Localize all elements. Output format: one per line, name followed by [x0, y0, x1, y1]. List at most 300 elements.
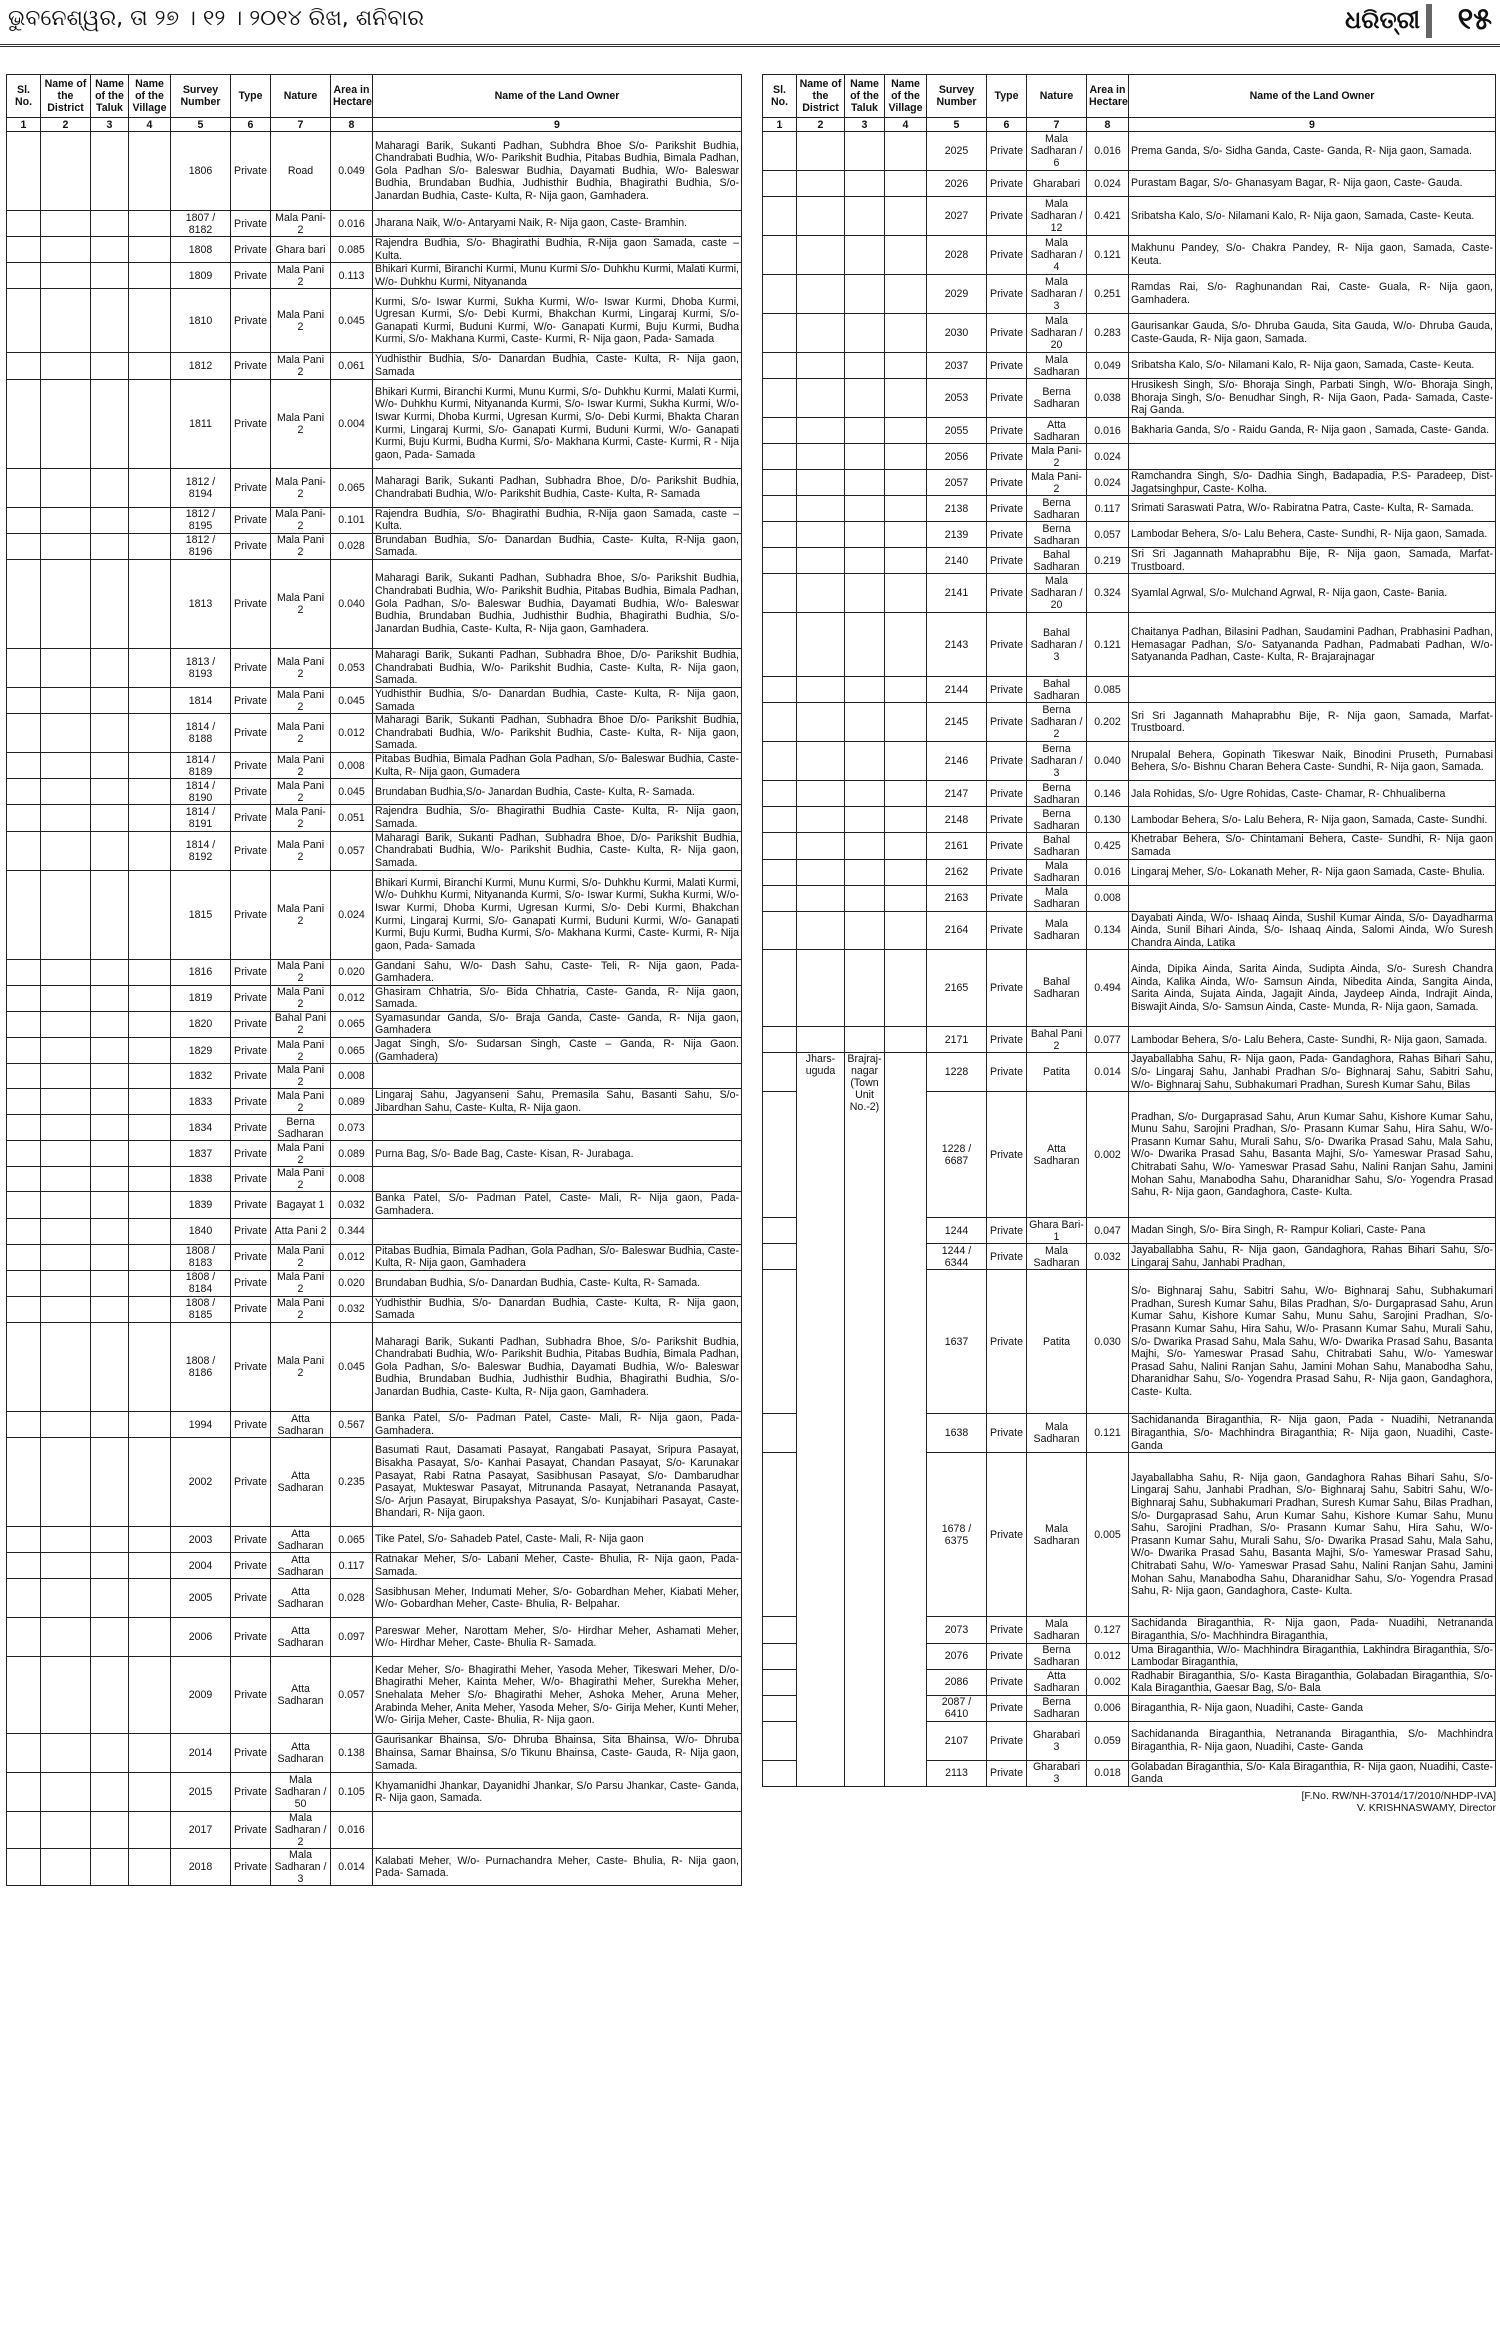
taluk-cell	[91, 831, 129, 870]
owner-name-cell: Sri Sri Jagannath Mahaprabhu Bije, R- Nija gaon, Samada, Marfat- Trustboard.	[1129, 548, 1496, 574]
owner-name-cell: Pareswar Meher, Narottam Meher, S/o- Hirdhar Meher, Ashamati Meher, W/o- Hirdhar Meher, Caste- Bhulia R- Samada.	[373, 1618, 742, 1657]
village-cell	[885, 885, 927, 911]
owner-name-cell	[373, 1115, 742, 1141]
col-header: Name of the Taluk	[91, 75, 129, 118]
village-cell	[129, 1323, 171, 1412]
owner-name-cell: Pradhan, S/o- Durgaprasad Sahu, Arun Kumar Sahu, Kishore Kumar Sahu, Munu Sahu, Sarojini Pradhan, S/o- Prasann Kumar Sahu, Hira Sahu, W/o- Prasann Kumar Sahu, Murali Sahu, S/o- Dwarika Prasad Sahu, Mala Sahu, W/o- Dwarika Prasad Sahu, Basanta Majhi, S/o- Yameswar Prasad Sahu, Chitrabati Sahu, W/o- Yameswar Prasad Sahu, Nalini Ranjan Sahu, Jamini Mohan Sahu, Manabodha Sahu, Dharanidhar Sahu, S/o- Yogendra Prasad Sahu, R- Nija gaon, Gandaghora, Caste- Kulta.	[1129, 1092, 1496, 1218]
sl-no-cell	[7, 687, 41, 713]
survey-number-cell: 1814 / 8189	[171, 753, 231, 779]
table-row	[763, 742, 1496, 781]
taluk-cell	[91, 1141, 129, 1167]
col-header: Type	[987, 75, 1027, 118]
type-cell: Private	[987, 1617, 1027, 1643]
survey-number-cell: 2141	[927, 574, 987, 613]
village-cell	[129, 779, 171, 805]
nature-cell: Mala Sadharan / 20	[1027, 574, 1087, 613]
survey-number-cell: 2139	[927, 522, 987, 548]
owner-name-cell: Gandani Sahu, W/o- Dash Sahu, Caste- Teli, R- Nija gaon, Pada- Gamhadera.	[373, 959, 742, 985]
type-cell: Private	[987, 1760, 1027, 1786]
owner-name-cell: Maharagi Barik, Sukanti Padhan, Subhadra Bhoe, D/o- Parikshit Budhia, Chandrabati Budhia, W/o- Parikshit Budhia, Caste- Kulta, R- Nija gaon, Samada.	[373, 831, 742, 870]
table-row	[763, 379, 1496, 418]
district-cell	[797, 379, 845, 418]
nature-cell: Atta Sadharan	[1027, 1669, 1087, 1695]
sl-no-cell	[763, 1617, 797, 1643]
owner-name-cell: Basumati Raut, Dasamati Pasayat, Rangabati Pasayat, Sripura Pasayat, Bisakha Pasayat, S/o- Kanhai Pasayat, Chandan Pasayat, S/o- Karunakar Pasayat, Rabi Ratna Pasayat, Sasibhusan Pasayat, S/o- Dambarudhar Pasayat, Mukteswar Pasayat, Mitrunanda Pasayat, Netrananda Pasayat, S/o- Arjun Pasayat, Birupakshya Pasayat, S/o- Kunjabihari Pasayat, Caste- Bhandari, R- Nija gaon.	[373, 1438, 742, 1527]
type-cell: Private	[987, 444, 1027, 470]
village-cell	[129, 805, 171, 831]
owner-name-cell: Lingaraj Meher, S/o- Lokanath Meher, R- Nija gaon Samada, Caste- Bhulia.	[1129, 859, 1496, 885]
taluk-cell	[91, 1412, 129, 1438]
type-cell: Private	[231, 559, 271, 648]
area-cell: 0.012	[1087, 1643, 1129, 1669]
village-cell	[129, 211, 171, 237]
owner-name-cell: Ramchandra Singh, S/o- Dadhia Singh, Badapadia, P.S- Paradeep, Dist- Jagatsinghpur, Caste- Kolha.	[1129, 470, 1496, 496]
owner-name-cell: Maharagi Barik, Sukanti Padhan, Subhadra Bhoe, D/o- Parikshit Budhia, Chandrabati Budhia, W/o- Parikshit Budhia, Caste- Kulta, R- Nija gaon, Samada.	[373, 648, 742, 687]
area-cell: 0.059	[1087, 1721, 1129, 1760]
area-cell: 0.006	[1087, 1695, 1129, 1721]
taluk-cell	[91, 1296, 129, 1322]
owner-name-cell: Pitabas Budhia, Bimala Padhan, Gola Padhan, S/o- Baleswar Budhia, Caste- Kulta, R- Nija gaon, Gamhadera	[373, 1244, 742, 1270]
survey-number-cell: 2030	[927, 314, 987, 353]
sl-no-cell	[763, 781, 797, 807]
village-cell	[129, 353, 171, 379]
left-table-column	[6, 74, 742, 1886]
district-cell	[41, 870, 91, 959]
owner-name-cell: Brundaban Budhia,S/o- Janardan Budhia, Caste- Kulta, R- Samada.	[373, 779, 742, 805]
type-cell: Private	[987, 1218, 1027, 1244]
col-number: 7	[1027, 118, 1087, 132]
area-cell: 0.121	[1087, 1414, 1129, 1453]
sl-no-cell	[7, 1192, 41, 1218]
nature-cell: Mala Sadharan / 3	[271, 1849, 331, 1886]
area-cell: 0.425	[1087, 833, 1129, 859]
village-cell	[129, 468, 171, 507]
survey-number-cell: 2003	[171, 1527, 231, 1553]
taluk-cell	[91, 648, 129, 687]
district-cell	[797, 548, 845, 574]
owner-name-cell: Jayaballabha Sahu, R- Nija gaon, Pada- Gandaghora, Rahas Bihari Sahu, S/o- Lingaraj Sahu, Janhabi Pradhan S/o- Bighnaraj Sahu, Sabitri Sahu, W/o- Bighnaraj Sahu, Subhakumari Pradhan, Suresh Kumar Sahu, Bilas	[1129, 1053, 1496, 1092]
owner-name-cell: Nrupalal Behera, Gopinath Tikeswar Naik, Binodini Pruseth, Purnabasi Behera, S/o- Bishnu Charan Behera Caste- Sundhi, R- Nija gaon, Samada.	[1129, 742, 1496, 781]
village-cell	[129, 1115, 171, 1141]
nature-cell: Mala Sadharan	[1027, 353, 1087, 379]
nature-cell: Bahal Pani 2	[1027, 1027, 1087, 1053]
area-cell: 0.016	[331, 1812, 373, 1849]
area-cell: 0.421	[1087, 197, 1129, 236]
survey-number-cell: 2146	[927, 742, 987, 781]
taluk-cell	[845, 379, 885, 418]
district-cell	[41, 1296, 91, 1322]
owner-name-cell: Maharagi Barik, Sukanti Padhan, Subhadra Bhoe, D/o- Parikshit Budhia, Chandrabati Budhia, W/o- Parikshit Budhia, Caste- Kulta, R- Samada	[373, 468, 742, 507]
owner-name-cell: Madan Singh, S/o- Bira Singh, R- Rampur Koliari, Caste- Pana	[1129, 1218, 1496, 1244]
sl-no-cell	[7, 1812, 41, 1849]
table-row	[763, 470, 1496, 496]
survey-number-cell: 2009	[171, 1657, 231, 1734]
nature-cell: Berna Sadharan	[1027, 522, 1087, 548]
area-cell: 0.057	[331, 1657, 373, 1734]
district-cell	[41, 1011, 91, 1037]
nature-cell: Mala Pani 2	[271, 753, 331, 779]
table-row	[7, 1412, 742, 1438]
owner-name-cell: Makhunu Pandey, S/o- Chakra Pandey, R- Nija gaon, Samada, Caste- Keuta.	[1129, 236, 1496, 275]
district-cell	[797, 781, 845, 807]
sl-no-cell	[763, 911, 797, 950]
sl-no-cell	[7, 379, 41, 468]
sl-no-cell	[7, 1089, 41, 1115]
sl-no-cell	[763, 885, 797, 911]
col-header: Name of the District	[797, 75, 845, 118]
owner-name-cell: Maharagi Barik, Sukanti Padhan, Subhdra Bhoe S/o- Parikshit Budhia, Chandrabati Budhia, W/o- Parikshit Budhia, Pitabas Budhia, Bimala Padhan, Gola Padhan S/o- Baleswar Budhia, Dayamati Budhia, W/o- Baleswar Budhia, Brundaban Budhia, Judhisthir Budhia, Bhagirathi Budhia, S/o- Janardan Budhia, Caste- Kulta, R- Nija gaon, Gamhadera.	[373, 132, 742, 211]
type-cell: Private	[231, 1089, 271, 1115]
area-cell: 0.038	[1087, 379, 1129, 418]
area-cell: 0.045	[331, 687, 373, 713]
type-cell: Private	[987, 703, 1027, 742]
survey-number-cell: 1806	[171, 132, 231, 211]
village-cell	[129, 263, 171, 289]
district-cell	[797, 171, 845, 197]
type-cell: Private	[231, 1323, 271, 1412]
sl-no-cell	[7, 1115, 41, 1141]
survey-number-cell: 2015	[171, 1773, 231, 1812]
type-cell: Private	[231, 1064, 271, 1089]
district-cell	[797, 703, 845, 742]
district-cell	[41, 468, 91, 507]
taluk-cell	[91, 379, 129, 468]
type-cell: Private	[231, 779, 271, 805]
type-cell: Private	[987, 677, 1027, 703]
owner-name-cell: Jala Rohidas, S/o- Ugre Rohidas, Caste- Chamar, R- Chhualiberna	[1129, 781, 1496, 807]
table-row	[7, 1849, 742, 1886]
district-cell	[797, 885, 845, 911]
type-cell: Private	[987, 911, 1027, 950]
nature-cell: Mala Pani 2	[271, 1064, 331, 1089]
nature-cell: Mala Sadharan / 3	[1027, 275, 1087, 314]
sl-no-cell	[763, 1092, 797, 1218]
table-row	[7, 714, 742, 753]
owner-name-cell: Ghasiram Chhatria, S/o- Bida Chhatria, Caste- Ganda, R- Nija gaon, Samada.	[373, 985, 742, 1011]
area-cell: 0.020	[331, 1270, 373, 1296]
nature-cell: Mala Pani 2	[271, 1270, 331, 1296]
sl-no-cell	[763, 522, 797, 548]
survey-number-cell: 1812	[171, 353, 231, 379]
nature-cell: Atta Sadharan	[1027, 1092, 1087, 1218]
village-cell	[885, 470, 927, 496]
nature-cell: Atta Sadharan	[271, 1438, 331, 1527]
village-cell	[885, 742, 927, 781]
district-cell	[797, 275, 845, 314]
table-row	[7, 1657, 742, 1734]
nature-cell: Mala Pani 2	[271, 959, 331, 985]
district-cell	[41, 1657, 91, 1734]
sl-no-cell	[7, 132, 41, 211]
nature-cell: Berna Sadharan	[1027, 807, 1087, 833]
nature-cell: Berna Sadharan / 2	[1027, 703, 1087, 742]
area-cell: 0.014	[331, 1849, 373, 1886]
table-row	[7, 831, 742, 870]
type-cell: Private	[987, 1643, 1027, 1669]
sl-no-cell	[7, 1141, 41, 1167]
col-number: 8	[1087, 118, 1129, 132]
sl-no-cell	[7, 1244, 41, 1270]
survey-number-cell: 1244 / 6344	[927, 1244, 987, 1270]
taluk-cell	[845, 444, 885, 470]
village-cell	[885, 613, 927, 677]
area-cell: 0.014	[1087, 1053, 1129, 1092]
nature-cell: Gharabari 3	[1027, 1760, 1087, 1786]
taluk-cell	[91, 1734, 129, 1773]
sl-no-cell	[763, 171, 797, 197]
type-cell: Private	[987, 171, 1027, 197]
nature-cell: Mala Pani 2	[271, 353, 331, 379]
village-cell	[129, 985, 171, 1011]
survey-number-cell: 2029	[927, 275, 987, 314]
table-row	[763, 171, 1496, 197]
area-cell: 0.235	[331, 1438, 373, 1527]
survey-number-cell: 2165	[927, 950, 987, 1027]
sl-no-cell	[7, 1734, 41, 1773]
nature-cell: Mala Pani-2	[1027, 470, 1087, 496]
survey-number-cell: 1814 / 8191	[171, 805, 231, 831]
nature-cell: Road	[271, 132, 331, 211]
taluk-cell	[91, 959, 129, 985]
sl-no-cell	[763, 236, 797, 275]
village-cell	[129, 648, 171, 687]
type-cell: Private	[987, 314, 1027, 353]
district-cell	[41, 1527, 91, 1553]
type-cell: Private	[231, 648, 271, 687]
district-cell	[797, 496, 845, 522]
district-cell	[41, 559, 91, 648]
area-cell: 0.097	[331, 1618, 373, 1657]
nature-cell: Ghara Bari-1	[1027, 1218, 1087, 1244]
nature-cell: Mala Pani 2	[271, 1244, 331, 1270]
owner-name-cell: Yudhisthir Budhia, S/o- Danardan Budhia, Caste- Kulta, R- Nija gaon, Samada	[373, 353, 742, 379]
village-cell	[885, 353, 927, 379]
owner-name-cell: Pitabas Budhia, Bimala Padhan Gola Padhan, S/o- Baleswar Budhia, Caste- Kulta, R- Nija gaon, Gumadera	[373, 753, 742, 779]
survey-number-cell: 1807 / 8182	[171, 211, 231, 237]
table-row	[763, 418, 1496, 444]
taluk-cell	[845, 275, 885, 314]
sl-no-cell	[763, 574, 797, 613]
survey-number-cell: 1812 / 8195	[171, 507, 231, 533]
type-cell: Private	[987, 132, 1027, 171]
sl-no-cell	[763, 1721, 797, 1760]
village-cell	[885, 314, 927, 353]
district-cell	[41, 1167, 91, 1192]
district-cell	[797, 742, 845, 781]
type-cell: Private	[231, 831, 271, 870]
dateline: ଭୁବନେଶ୍ୱର, ତା ୨୭ । ୧୨ । ୨୦୧୪ ରିଖ, ଶନିବାର	[8, 6, 425, 31]
sl-no-cell	[763, 1643, 797, 1669]
nature-cell: Mala Pani 2	[271, 714, 331, 753]
type-cell: Private	[987, 275, 1027, 314]
col-number: 7	[271, 118, 331, 132]
district-cell	[41, 831, 91, 870]
district-cell	[41, 1553, 91, 1579]
table-row	[7, 468, 742, 507]
taluk-cell	[91, 779, 129, 805]
area-cell: 0.121	[1087, 613, 1129, 677]
owner-name-cell: Bhikari Kurmi, Biranchi Kurmi, Munu Kurmi, S/o- Duhkhu Kurmi, Malati Kurmi, W/o- Duhkhu Kurmi, Nityananda Kurmi, S/o- Iswar Kurmi, Sukha Kurmi, W/o- Iswar Kurmi, Dhoba Kurmi, Ugresan Kurmi, S/o- Debi Kurmi, Bhakchan Kurmi, Lingaraj Kurmi, S/o- Ganapati Kurmi, Buduni Kurmi, W/o- Ganapati Kurmi, Buju Kurmi, Budha Kurmi, S/o- Makhana Kurmi, Caste- Kurmi, R- Nija gaon, Pada- Samada	[373, 870, 742, 959]
nature-cell: Berna Sadharan	[1027, 496, 1087, 522]
sl-no-cell	[7, 985, 41, 1011]
type-cell: Private	[231, 687, 271, 713]
survey-number-cell: 2055	[927, 418, 987, 444]
survey-number-cell: 1814 / 8190	[171, 779, 231, 805]
owner-name-cell: Sribatsha Kalo, S/o- Nilamani Kalo, R- Nija gaon, Samada, Caste- Keuta.	[1129, 353, 1496, 379]
village-cell	[885, 807, 927, 833]
taluk-cell	[845, 807, 885, 833]
nature-cell: Mala Sadharan / 2	[271, 1812, 331, 1849]
village-cell	[129, 870, 171, 959]
area-cell: 0.219	[1087, 548, 1129, 574]
owner-name-cell: Ratnakar Meher, S/o- Labani Meher, Caste- Bhulia, R- Nija gaon, Pada- Samada.	[373, 1553, 742, 1579]
type-cell: Private	[231, 1412, 271, 1438]
nature-cell: Atta Sadharan	[271, 1618, 331, 1657]
col-header: Area in Hectare	[331, 75, 373, 118]
sl-no-cell	[7, 1270, 41, 1296]
type-cell: Private	[987, 197, 1027, 236]
nature-cell: Mala Pani 2	[271, 289, 331, 353]
taluk-cell	[91, 1244, 129, 1270]
column-number-row	[763, 118, 1496, 132]
sl-no-cell	[763, 1027, 797, 1053]
area-cell: 0.089	[331, 1141, 373, 1167]
village-cell	[129, 559, 171, 648]
owner-name-cell: Khyamanidhi Jhankar, Dayanidhi Jhankar, S/o Parsu Jhankar, Caste- Ganda, R- Nija gaon, Samada.	[373, 1773, 742, 1812]
village-cell	[129, 1089, 171, 1115]
type-cell: Private	[987, 807, 1027, 833]
taluk-cell	[845, 548, 885, 574]
table-row	[763, 314, 1496, 353]
owner-name-cell: Purastam Bagar, S/o- Ghanasyam Bagar, R- Nija gaon, Caste- Gauda.	[1129, 171, 1496, 197]
district-cell	[797, 950, 845, 1027]
sl-no-cell	[7, 831, 41, 870]
survey-number-cell: 1834	[171, 1115, 231, 1141]
sl-no-cell	[7, 870, 41, 959]
district-cell	[41, 211, 91, 237]
taluk-cell	[91, 1011, 129, 1037]
survey-number-cell: 1840	[171, 1218, 231, 1244]
village-cell	[885, 677, 927, 703]
sl-no-cell	[7, 1218, 41, 1244]
table-row	[7, 1218, 742, 1244]
survey-number-cell: 2028	[927, 236, 987, 275]
sl-no-cell	[763, 470, 797, 496]
taluk-cell	[91, 1618, 129, 1657]
owner-name-cell: Maharagi Barik, Sukanti Padhan, Subhadra Bhoe D/o- Parikshit Budhia, Chandrabati Budhia, W/o- Parikshit Budhia, Caste- Kulta, R- Nija gaon, Samada.	[373, 714, 742, 753]
nature-cell: Atta Sadharan	[271, 1412, 331, 1438]
table-row	[7, 1089, 742, 1115]
survey-number-cell: 2018	[171, 1849, 231, 1886]
taluk-cell	[91, 1849, 129, 1886]
area-cell: 0.024	[1087, 171, 1129, 197]
nature-cell: Mala Sadharan	[1027, 911, 1087, 950]
nature-cell: Mala Pani 2	[271, 1038, 331, 1064]
col-header: Sl. No.	[7, 75, 41, 118]
type-cell: Private	[231, 533, 271, 559]
table-row	[7, 211, 742, 237]
type-cell: Private	[231, 263, 271, 289]
area-cell: 0.127	[1087, 1617, 1129, 1643]
area-cell: 0.045	[331, 779, 373, 805]
village-cell	[885, 418, 927, 444]
signatory: V. KRISHNASWAMY, Director	[1356, 1802, 1496, 1815]
owner-name-cell: Lingaraj Sahu, Jagyanseni Sahu, Premasila Sahu, Basanti Sahu, S/o- Jibardhan Sahu, Caste- Kulta, R- Nija gaon.	[373, 1089, 742, 1115]
sl-no-cell	[7, 1527, 41, 1553]
owner-name-cell: Bhikari Kurmi, Biranchi Kurmi, Munu Kurmi, S/o- Duhkhu Kurmi, Malati Kurmi, W/o- Duhkhu Kurmi, Nityananda Kurmi, S/o- Iswar Kurmi, Sukha Kurmi, W/o- Iswar Kurmi, Dhoba Kurmi, Ugresan Kurmi, S/o- Debi Kurmi, Bhakta Charan Kurmi, Lingaraj Kurmi, S/o- Ganapati Kurmi, Buduni Kurmi, W/o- Ganapati Kurmi, Buju Kurmi, Budha Kurmi, S/o- Makhana Kurmi, Caste- Kurmi, R - Nija gaon, Pada- Samada	[373, 379, 742, 468]
col-number: 5	[171, 118, 231, 132]
taluk-cell	[91, 289, 129, 353]
col-header: Name of the Taluk	[845, 75, 885, 118]
village-cell	[129, 507, 171, 533]
taluk-cell	[91, 753, 129, 779]
nature-cell: Mala Pani 2	[271, 985, 331, 1011]
sl-no-cell	[7, 1412, 41, 1438]
type-cell: Private	[231, 379, 271, 468]
area-cell: 0.016	[1087, 859, 1129, 885]
owner-name-cell: Hrusikesh Singh, S/o- Bhoraja Singh, Parbati Singh, W/o- Bhoraja Singh, Bhoraja Singh, S/o- Benudhar Singh, R- Nija Gaon, Pada- Samada, Caste- Raj Ganda.	[1129, 379, 1496, 418]
taluk-cell	[845, 950, 885, 1027]
area-cell: 0.032	[331, 1192, 373, 1218]
owner-name-cell: Rajendra Budhia, S/o- Bhagirathi Budhia Caste- Kulta, R- Nija gaon, Samada.	[373, 805, 742, 831]
owner-name-cell: Syamasundar Ganda, S/o- Braja Ganda, Caste- Ganda, R- Nija gaon, Gamhadera	[373, 1011, 742, 1037]
nature-cell: Mala Sadharan	[1027, 1244, 1087, 1270]
table-row	[763, 236, 1496, 275]
owner-name-cell: Lambodar Behera, S/o- Lalu Behera, R- Nija gaon, Samada, Caste- Sundhi.	[1129, 807, 1496, 833]
sl-no-cell	[763, 859, 797, 885]
col-number: 9	[1129, 118, 1496, 132]
type-cell: Private	[987, 613, 1027, 677]
area-cell: 0.065	[331, 1038, 373, 1064]
survey-number-cell: 2163	[927, 885, 987, 911]
type-cell: Private	[231, 353, 271, 379]
district-cell	[797, 236, 845, 275]
table-row	[763, 548, 1496, 574]
type-cell: Private	[231, 1618, 271, 1657]
area-cell: 0.567	[331, 1412, 373, 1438]
survey-number-cell: 2145	[927, 703, 987, 742]
survey-number-cell: 1808 / 8183	[171, 1244, 231, 1270]
area-cell: 0.077	[1087, 1027, 1129, 1053]
type-cell: Private	[231, 1011, 271, 1037]
taluk-cell	[845, 418, 885, 444]
owner-name-cell: Chaitanya Padhan, Bilasini Padhan, Saudamini Padhan, Prabhasini Padhan, Hemasagar Padhan, S/o- Satyananda Padhan, Padmabati Padhan, W/o- Satyananda Padhan, Caste- Kulta, R- Brajarajnagar	[1129, 613, 1496, 677]
survey-number-cell: 2162	[927, 859, 987, 885]
survey-number-cell: 2057	[927, 470, 987, 496]
survey-number-cell: 2002	[171, 1438, 231, 1527]
village-cell	[885, 1053, 927, 1787]
nature-cell: Mala Pani 2	[271, 1323, 331, 1412]
sl-no-cell	[7, 714, 41, 753]
taluk-cell	[91, 507, 129, 533]
survey-number-cell: 1839	[171, 1192, 231, 1218]
survey-number-cell: 2026	[927, 171, 987, 197]
area-cell: 0.134	[1087, 911, 1129, 950]
sl-no-cell	[763, 197, 797, 236]
nature-cell: Mala Sadharan	[1027, 1617, 1087, 1643]
survey-number-cell: 2148	[927, 807, 987, 833]
table-row	[7, 1038, 742, 1064]
right-table-column	[762, 74, 1496, 1814]
district-cell	[41, 1773, 91, 1812]
area-cell: 0.045	[331, 289, 373, 353]
survey-number-cell: 2027	[927, 197, 987, 236]
nature-cell: Mala Pani 2	[271, 1296, 331, 1322]
type-cell: Private	[231, 1296, 271, 1322]
survey-number-cell: 2087 / 6410	[927, 1695, 987, 1721]
area-cell: 0.008	[331, 1167, 373, 1192]
owner-name-cell: Ramdas Rai, S/o- Raghunandan Rai, Caste- Guala, R- Nija gaon, Gamhadera.	[1129, 275, 1496, 314]
